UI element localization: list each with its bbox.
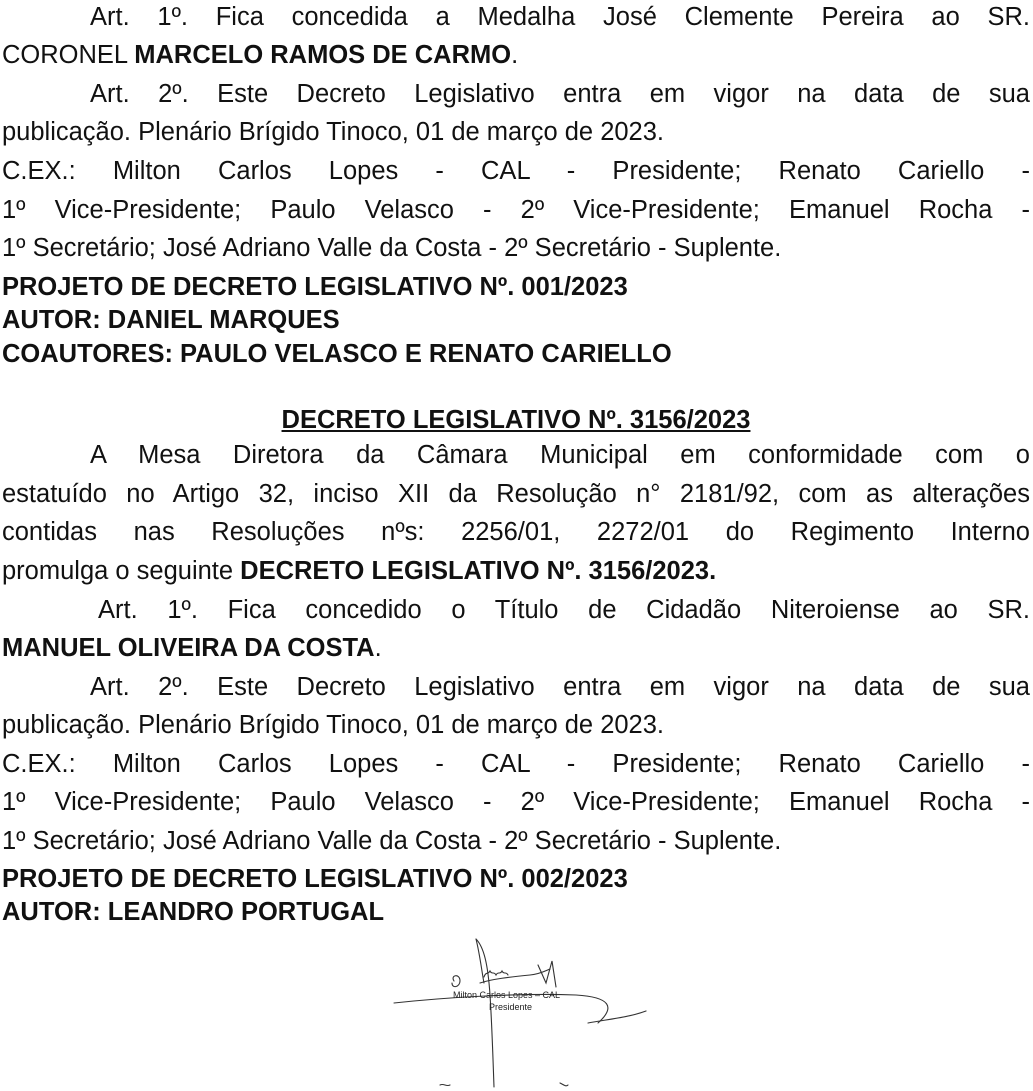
- decree2-art2-line1: Art. 2º. Este Decreto Legislativo entra em vigor na data de sua: [90, 673, 1030, 701]
- signature-title: Presidente: [489, 1002, 533, 1012]
- decree1-cex-line2: 1º Vice-Presidente; Paulo Velasco - 2º Vice-Presidente; Emanuel Rocha -: [2, 196, 1030, 224]
- decree1-art1-line1: Art. 1º. Fica concedida a Medalha José Clemente Pereira ao SR.: [90, 3, 1030, 31]
- decree1-coauthors: COAUTORES: PAULO VELASCO E RENATO CARIELLO: [2, 340, 672, 368]
- decree2-cex-line3: 1º Secretário; José Adriano Valle da Costa - 2º Secretário - Suplente.: [2, 827, 782, 855]
- decree2-art1-line2: [2, 634, 1030, 662]
- decree2-author: AUTOR: LEANDRO PORTUGAL: [2, 898, 385, 926]
- decree2-intro-prefix: promulga o seguinte: [2, 557, 241, 585]
- honoree-name-1: MARCELO RAMOS DE CARMO: [134, 41, 512, 69]
- decree2-intro-line2: estatuído no Artigo 32, inciso XII da Resolução n° 2181/92, com as alterações: [2, 480, 1030, 508]
- decree2-intro-line4: [2, 557, 1030, 585]
- decree2-intro-line3: contidas nas Resoluções nºs: 2256/01, 2272/01 do Regimento Interno: [2, 518, 1030, 546]
- decree2-art1-suffix: .: [374, 634, 382, 662]
- decree1-art2-line1: Art. 2º. Este Decreto Legislativo entra em vigor na data de sua: [90, 80, 1030, 108]
- decree2-title-row: [2, 406, 1030, 434]
- decree2-cex-line2: 1º Vice-Presidente; Paulo Velasco - 2º Vice-Presidente; Emanuel Rocha -: [2, 788, 1030, 816]
- signature-name: Milton Carlos Lopes – CAL: [453, 990, 561, 1000]
- decree1-art1-prefix: CORONEL: [2, 41, 135, 69]
- decree1-project: PROJETO DE DECRETO LEGISLATIVO Nº. 001/2023: [2, 273, 628, 301]
- decree1-cex-line1: C.EX.: Milton Carlos Lopes - CAL - Presidente; Renato Cariello -: [2, 157, 1030, 185]
- decree1-author: AUTOR: DANIEL MARQUES: [2, 306, 340, 334]
- decree1-cex-line3: 1º Secretário; José Adriano Valle da Costa - 2º Secretário - Suplente.: [2, 234, 782, 262]
- decree1-art1-suffix: .: [511, 41, 519, 69]
- decree2-title: DECRETO LEGISLATIVO Nº. 3156/2023: [281, 406, 751, 434]
- decree2-cex-line1: C.EX.: Milton Carlos Lopes - CAL - Presidente; Renato Cariello -: [2, 750, 1030, 778]
- decree2-art1-line1: Art. 1º. Fica concedido o Título de Cidadão Niteroiense ao SR.: [98, 596, 1030, 624]
- decree2-art2-line2: publicação. Plenário Brígido Tinoco, 01 de março de 2023.: [2, 711, 665, 739]
- decree2-intro-line1: A Mesa Diretora da Câmara Municipal em conformidade com o: [90, 441, 1030, 469]
- decree1-art1-line2: [2, 41, 1030, 69]
- decree1-art2-line2: publicação. Plenário Brígido Tinoco, 01 de março de 2023.: [2, 118, 665, 146]
- decree2-intro-bold: DECRETO LEGISLATIVO Nº. 3156/2023.: [240, 557, 717, 585]
- decree2-project: PROJETO DE DECRETO LEGISLATIVO Nº. 002/2023: [2, 865, 628, 893]
- honoree-name-2: MANUEL OLIVEIRA DA COSTA: [2, 634, 375, 662]
